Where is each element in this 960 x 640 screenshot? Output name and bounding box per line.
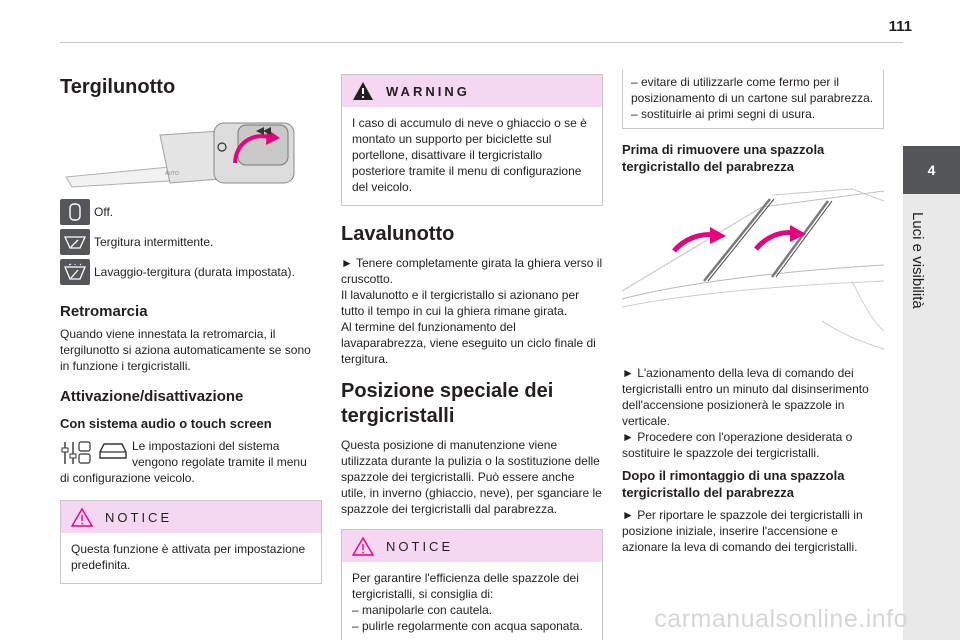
special-title-line-2: tergicristalli <box>341 405 455 427</box>
wiper-mode-wash-text: Lavaggio-tergitura (durata impostata). <box>94 265 295 279</box>
warning-box <box>341 74 603 206</box>
touch-screen-settings-icon <box>60 438 92 468</box>
warning-label: WARNING <box>386 83 470 99</box>
wiper-mode-off <box>60 199 322 225</box>
continued-text-2: – sostituirle ai primi segni di usura. <box>631 107 816 121</box>
warning-body <box>342 107 602 205</box>
column-1 <box>60 70 322 584</box>
retromarcia-text: Quando viene innestata la retromarcia, il tergilunotto si aziona automaticamente se sono in funzione i tergicristalli. <box>60 327 311 373</box>
refit-text-1: ► Per riportare le spazzole dei tergicristalli in posizione iniziale, inserire l'accensione e azionare la leva di comando dei tergicristalli. <box>622 508 863 554</box>
notice-2-text-2: – manipolarle con cautela. <box>352 603 493 617</box>
windscreen-wipers-icon <box>622 181 884 359</box>
notice-header <box>61 501 321 533</box>
audio-settings-row <box>60 438 322 470</box>
special-position-text: Questa posizione di manutenzione viene utilizzata durante la pulizia o la sostituzione delle spazzole dei tergicristalli. Può essere anche utile, in inverno (ghiaccio, neve), per sganciare le spazzole dei tergicristalli dal parabrezza. <box>341 438 602 516</box>
notice-warning-icon <box>352 536 374 556</box>
stalk-illustration <box>60 121 322 189</box>
section-title-posizione-speciale <box>341 379 603 429</box>
wiper-mode-wash <box>60 259 322 285</box>
section-title-retromarcia: Retromarcia <box>60 303 148 320</box>
page-number: 111 <box>888 18 912 35</box>
section-title-tergilunotto: Tergilunotto <box>60 76 176 98</box>
notice-text: Questa funzione è attivata per impostazione predefinita. <box>71 542 306 572</box>
continued-box <box>622 70 884 129</box>
lavalunotto-text-3: Al termine del funzionamento del lavaparabrezza, viene eseguito un ciclo finale di tergitura. <box>341 320 596 366</box>
remove-text-2: ► Procedere con l'operazione desiderata o sostituire le spazzole dei tergicristalli. <box>622 430 853 460</box>
stalk-auto-label: AUTO <box>165 171 179 177</box>
warning-text: I caso di accumulo di neve o ghiaccio o se è montato un supporto per biciclette sul portellone, disattivare il tergicristallo posteriore tramite il menu di configurazione del veicolo. <box>352 116 587 194</box>
section-title-lavalunotto: Lavalunotto <box>341 223 455 245</box>
wiper-mode-intermittent <box>60 229 322 255</box>
audio-settings-text <box>132 438 307 470</box>
wiper-mode-list <box>60 199 322 285</box>
notice-body-2 <box>342 562 602 640</box>
notice-box <box>60 500 322 584</box>
wiper-mode-off-text: Off. <box>94 205 114 219</box>
warning-header <box>342 75 602 107</box>
column-3 <box>622 70 884 555</box>
wiper-off-icon <box>60 199 90 225</box>
settings-icons <box>60 438 132 470</box>
notice-2-text-3: – pulirle regolarmente con acqua saponata. <box>352 619 583 633</box>
lavalunotto-text-1: ► Tenere completamente girata la ghiera verso il cruscotto. <box>341 256 603 286</box>
wiper-intermittent-icon <box>60 229 90 255</box>
subsection-title-audio: Con sistema audio o touch screen <box>60 416 272 431</box>
remove-text-1: ► L'azionamento della leva di comando dei tergicristalli entro un minuto dal disinserimento dell'accensione posizionerà le spazzole in verticale. <box>622 366 869 428</box>
section-title-dopo-rimontaggio: Dopo il rimontaggio di una spazzola tergicristallo del parabrezza <box>622 468 845 500</box>
audio-text-line-1: Le impostazioni del sistema <box>132 439 280 453</box>
section-title-prima-rimuovere: Prima di rimuovere una spazzola tergicristallo del parabrezza <box>622 142 825 174</box>
warning-icon <box>352 81 374 101</box>
wiper-stalk-icon <box>60 121 322 189</box>
notice-body <box>61 533 321 583</box>
notice-warning-icon <box>71 507 93 527</box>
column-2 <box>341 70 603 640</box>
notice-label: NOTICE <box>105 509 173 525</box>
wiper-wash-icon <box>60 259 90 285</box>
notice-label-2: NOTICE <box>386 538 454 554</box>
car-settings-icon <box>96 438 130 462</box>
special-title-line-1: Posizione speciale dei <box>341 380 554 402</box>
wiper-mode-intermittent-text: Tergitura intermittente. <box>94 235 214 249</box>
windscreen-illustration <box>622 181 884 359</box>
notice-2-text-1: Per garantire l'efficienza delle spazzole dei tergicristalli, si consiglia di: <box>352 571 579 601</box>
audio-text-line-2: vengono regolate tramite il menu <box>132 455 307 469</box>
chapter-title: Luci e visibilità <box>909 212 926 309</box>
notice-header-2 <box>342 530 602 562</box>
notice-box-2 <box>341 529 603 640</box>
section-title-attivazione: Attivazione/disattivazione <box>60 388 244 405</box>
header-rule <box>60 42 903 43</box>
lavalunotto-text-2: Il lavalunotto e il tergicristallo si azionano per tutto il tempo in cui la ghiera rimane girata. <box>341 288 580 318</box>
continued-text-1: – evitare di utilizzarle come fermo per il posizionamento di un cartone sul parabrezza. <box>631 75 874 105</box>
chapter-tab[interactable]: 4 <box>903 146 960 194</box>
watermark: carmanualsonline.info <box>654 605 908 633</box>
audio-text-line-3: di configurazione veicolo. <box>60 471 195 485</box>
